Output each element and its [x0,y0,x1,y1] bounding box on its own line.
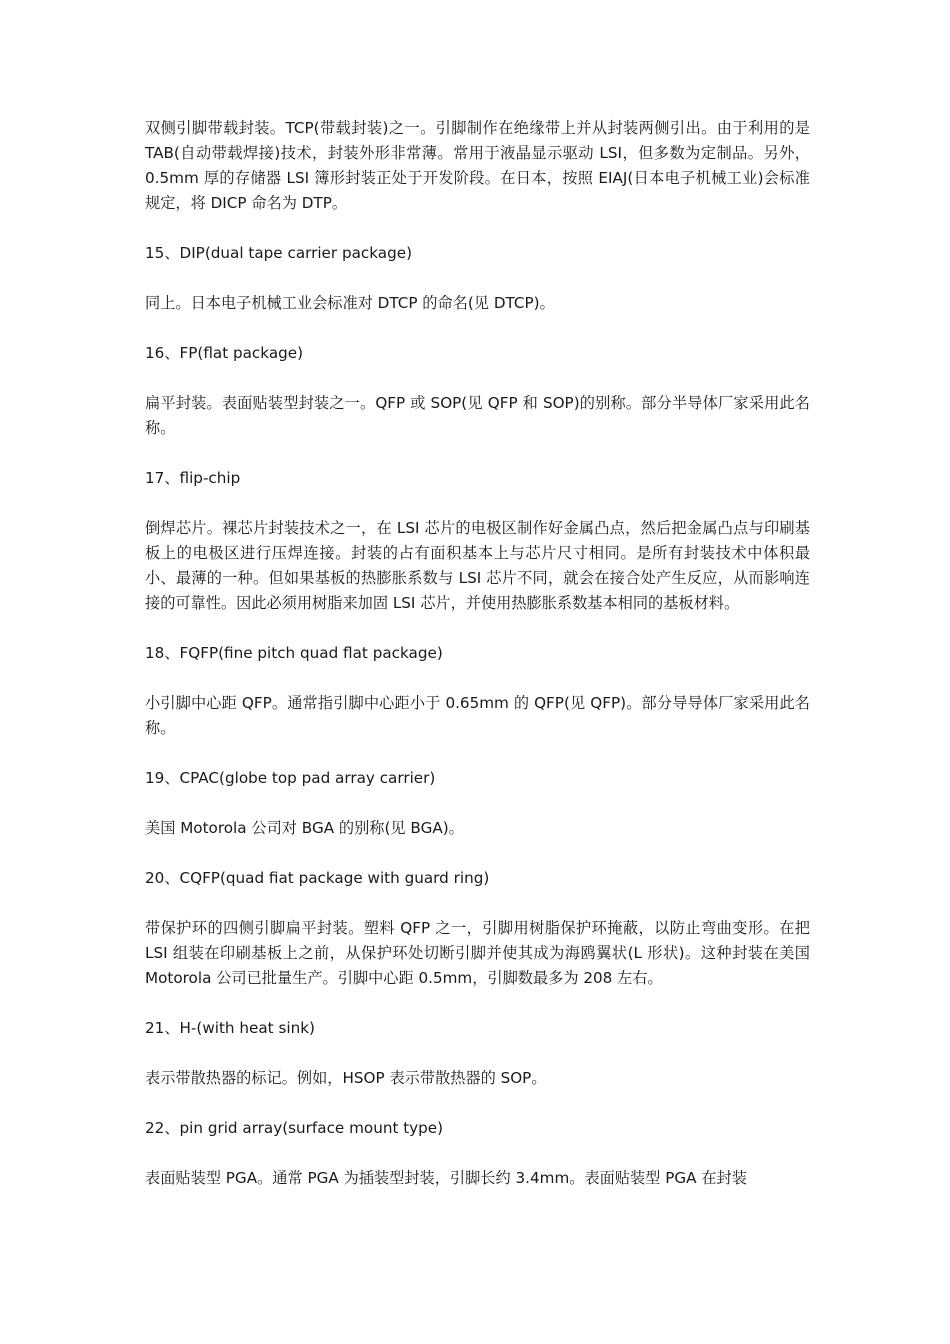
paragraph-cpac-description: 美国 Motorola 公司对 BGA 的别称(见 BGA)。 [145,819,464,837]
paragraph-dicp-description: 双侧引脚带载封装。TCP(带载封装)之一。引脚制作在绝缘带上并从封装两侧引出。由于利用的是 TAB(自动带载焊接)技术，封装外形非常薄。常用于液晶显示驱动 LSI，但多数为定制品。另外，0.5mm 厚的存储器 LSI 簿形封装正处于开发阶段。在日本，按照 EIAJ(日本电子机械工业)会标准规定，将 DICP 命名为 DTP。 [145,119,810,212]
document-body [145,116,810,1191]
heading-18-fqfp: 18、FQFP(fine pitch quad flat package) [145,644,443,662]
paragraph-flip-chip-description: 倒焊芯片。裸芯片封装技术之一，在 LSI 芯片的电极区制作好金属凸点，然后把金属凸点与印刷基板上的电极区进行压焊连接。封装的占有面积基本上与芯片尺寸相同。是所有封装技术中体积最小、最薄的一种。但如果基板的热膨胀系数与 LSI 芯片不同，就会在接合处产生反应，从而影响连接的可靠性。因此必须用树脂来加固 LSI 芯片，并使用热膨胀系数基本相同的基板材料。 [145,519,810,612]
heading-16-fp: 16、FP(flat package) [145,344,304,362]
heading-21-heat-sink: 21、H-(with heat sink) [145,1019,315,1037]
paragraph-fqfp-description: 小引脚中心距 QFP。通常指引脚中心距小于 0.65mm 的 QFP(见 QFP)。部分导导体厂家采用此名称。 [145,694,810,737]
heading-15-dip: 15、DIP(dual tape carrier package) [145,244,413,262]
heading-19-cpac: 19、CPAC(globe top pad array carrier) [145,769,436,787]
paragraph-pga-description: 表面贴装型 PGA。通常 PGA 为插装型封装，引脚长约 3.4mm。表面贴装型 PGA 在封装 [145,1169,747,1187]
paragraph-cqfp-description: 带保护环的四侧引脚扁平封装。塑料 QFP 之一，引脚用树脂保护环掩蔽，以防止弯曲变形。在把 LSI 组装在印刷基板上之前，从保护环处切断引脚并使其成为海鸥翼状(L 形状)。这种封装在美国 Motorola 公司已批量生产。引脚中心距 0.5mm，引脚数最多为 208 左右。 [145,919,810,987]
paragraph-heat-sink-description: 表示带散热器的标记。例如，HSOP 表示带散热器的 SOP。 [145,1069,547,1087]
heading-22-pin-grid-array: 22、pin grid array(surface mount type) [145,1119,444,1137]
paragraph-fp-description: 扁平封装。表面贴装型封装之一。QFP 或 SOP(见 QFP 和 SOP)的别称。部分半导体厂家采用此名称。 [145,394,810,437]
heading-20-cqfp: 20、CQFP(quad fiat package with guard ring) [145,869,490,887]
heading-17-flip-chip: 17、flip-chip [145,469,241,487]
paragraph-dip-description: 同上。日本电子机械工业会标准对 DTCP 的命名(见 DTCP)。 [145,294,555,312]
